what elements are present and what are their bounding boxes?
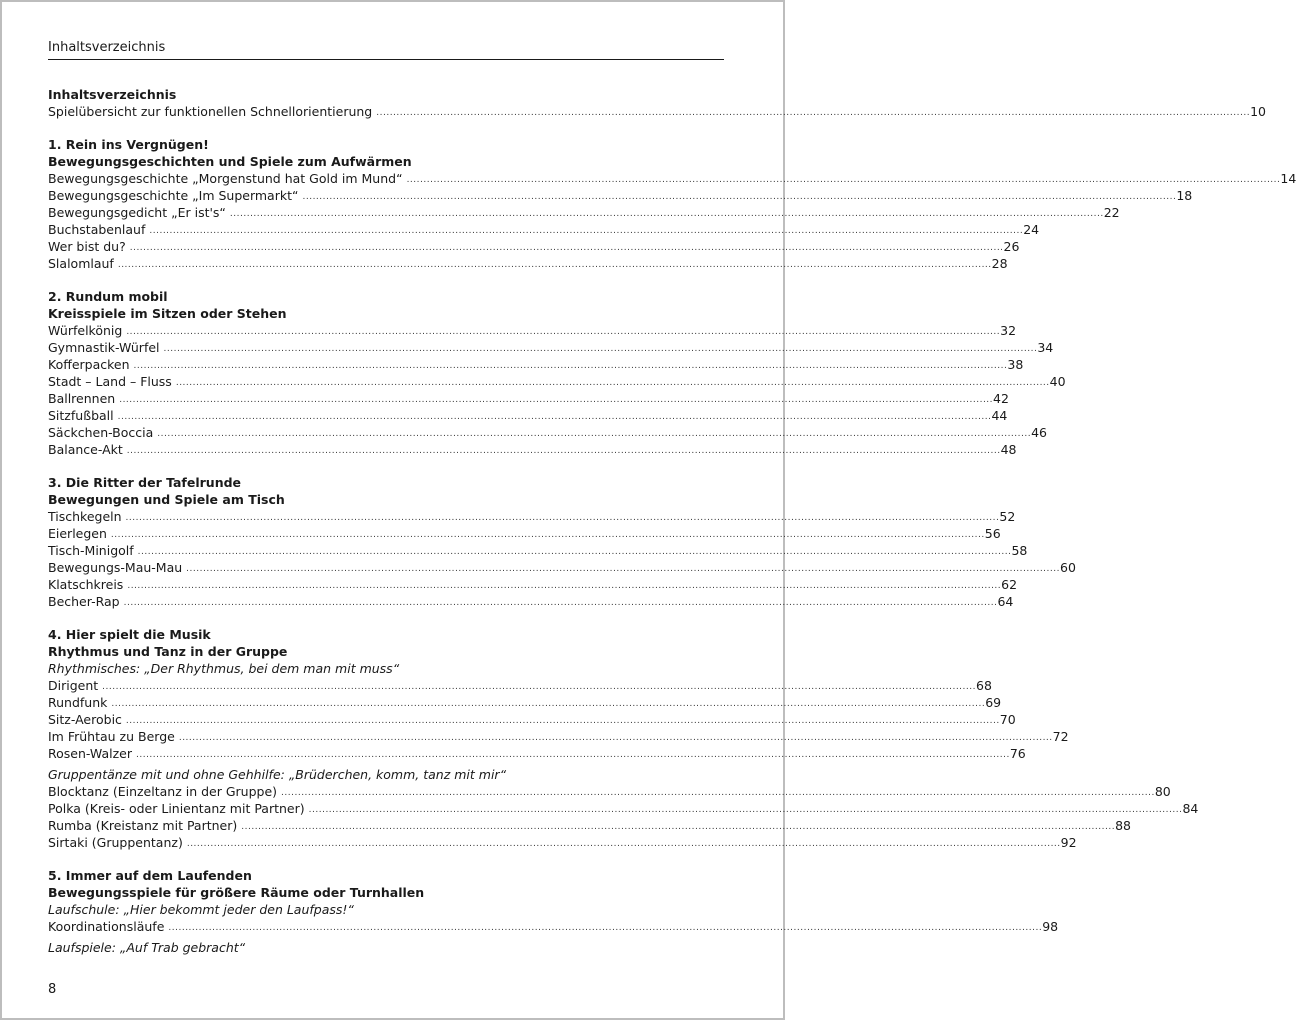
- section-subtitle: Bewegungsspiele für größere Räume oder Turnhallen: [48, 885, 425, 900]
- group-label: Laufschule: „Hier bekommt jeder den Laufpass!“: [48, 902, 354, 917]
- toc-entry-page: 58: [1011, 543, 1028, 558]
- dot-leader: ....................................................................................................................................................................................................................................................................: [149, 226, 1024, 236]
- dot-leader: ....................................................................................................................................................................................................................................................................: [126, 327, 1001, 337]
- toc-entry-page: 60: [1060, 560, 1076, 575]
- toc-entry-page: 42: [993, 391, 1009, 406]
- section-title: 5. Immer auf dem Laufenden: [48, 868, 252, 883]
- dot-leader: ....................................................................................................................................................................................................................................................................: [163, 344, 1038, 354]
- toc-entry-label: Eierlegen: [48, 526, 107, 541]
- toc-entry-page: 28: [991, 256, 1008, 271]
- toc-heading: Inhaltsverzeichnis: [48, 87, 177, 102]
- toc-entry-page: 34: [1037, 340, 1054, 355]
- toc-entry[interactable]: [48, 783, 1171, 800]
- toc-entry[interactable]: [48, 542, 1028, 559]
- toc-entry[interactable]: [48, 576, 1018, 593]
- dot-leader: ....................................................................................................................................................................................................................................................................: [123, 598, 998, 608]
- group-label: Gruppentänze mit und ohne Gehhilfe: „Brüderchen, komm, tanz mit mir“: [48, 767, 507, 782]
- toc-entry-label: Rumba (Kreistanz mit Partner): [48, 818, 238, 833]
- toc-entry-page: 38: [1007, 357, 1024, 372]
- toc-entry[interactable]: [48, 559, 1076, 576]
- toc-entry-page: 26: [1003, 239, 1020, 254]
- dot-leader: ....................................................................................................................................................................................................................................................................: [302, 192, 1177, 202]
- dot-leader: ....................................................................................................................................................................................................................................................................: [127, 581, 1002, 591]
- section-title: 4. Hier spielt die Musik: [48, 627, 211, 642]
- section-subtitle: Kreisspiele im Sitzen oder Stehen: [48, 306, 287, 321]
- toc-entry-label: Bewegungsgedicht „Er ist's“: [48, 205, 226, 220]
- dot-leader: ....................................................................................................................................................................................................................................................................: [126, 446, 1001, 456]
- group-label: Laufspiele: „Auf Trab gebracht“: [48, 940, 246, 955]
- toc-entry[interactable]: [48, 817, 1131, 834]
- toc-entry-label: Sirtaki (Gruppentanz): [48, 835, 183, 850]
- toc-entry[interactable]: [48, 593, 1014, 610]
- toc-entry[interactable]: [48, 407, 1008, 424]
- toc-entry[interactable]: [48, 508, 1016, 525]
- toc-entry-label: Rundfunk: [48, 695, 108, 710]
- toc-entry-label: Im Frühtau zu Berge: [48, 729, 175, 744]
- section-title: 2. Rundum mobil: [48, 289, 168, 304]
- dot-leader: ....................................................................................................................................................................................................................................................................: [137, 547, 1012, 557]
- toc-entry-page: 32: [1000, 323, 1017, 338]
- toc-entry-label: Polka (Kreis- oder Linientanz mit Partner): [48, 801, 305, 816]
- toc-entry[interactable]: [48, 677, 992, 694]
- group-label: Rhythmisches: „Der Rhythmus, bei dem man mit muss“: [48, 661, 400, 676]
- toc-entry[interactable]: [48, 424, 1048, 441]
- toc-entry[interactable]: [48, 525, 1001, 542]
- toc-entry[interactable]: [48, 918, 1059, 935]
- toc-entry[interactable]: [48, 221, 1040, 238]
- toc-entry-label: Säckchen-Boccia: [48, 425, 154, 440]
- section-subtitle: Bewegungsgeschichten und Spiele zum Aufwärmen: [48, 154, 412, 169]
- toc-entry[interactable]: [48, 834, 1077, 851]
- toc-entry-label: Tisch-Minigolf: [48, 543, 134, 558]
- toc-entry-page: 69: [985, 695, 1002, 710]
- toc-entry[interactable]: [48, 238, 1020, 255]
- toc-section: [48, 288, 1066, 458]
- toc-entry[interactable]: [48, 694, 1002, 711]
- toc-entry-label: Bewegungsgeschichte „Morgenstund hat Gold im Mund“: [48, 171, 403, 186]
- toc-entry[interactable]: [48, 373, 1066, 390]
- toc-entry-page: 88: [1115, 818, 1131, 833]
- toc-entry-label: Kofferpacken: [48, 357, 130, 372]
- toc-entry-page: 14: [1280, 171, 1296, 186]
- toc-entry-page: 72: [1052, 729, 1069, 744]
- section-title: 3. Die Ritter der Tafelrunde: [48, 475, 242, 490]
- dot-leader: ....................................................................................................................................................................................................................................................................: [281, 788, 1155, 798]
- toc-entry-label: Spielübersicht zur funktionellen Schnellorientierung: [48, 104, 373, 119]
- toc-entry-label: Koordinationsläufe: [48, 919, 165, 934]
- dot-leader: ....................................................................................................................................................................................................................................................................: [308, 805, 1183, 815]
- toc-entry[interactable]: [48, 255, 1008, 272]
- toc-entry[interactable]: [48, 322, 1017, 339]
- page-number: 8: [48, 982, 57, 997]
- dot-leader: ....................................................................................................................................................................................................................................................................: [102, 682, 976, 692]
- toc-entry-page: 44: [991, 408, 1008, 423]
- dot-leader: ....................................................................................................................................................................................................................................................................: [133, 361, 1008, 371]
- dot-leader: ....................................................................................................................................................................................................................................................................: [119, 395, 994, 405]
- dot-leader: ....................................................................................................................................................................................................................................................................: [111, 699, 986, 709]
- toc-entry[interactable]: [48, 103, 1266, 120]
- running-head: Inhaltsverzeichnis: [48, 40, 166, 55]
- toc-entry-label: Slalomlauf: [48, 256, 114, 271]
- toc-entry[interactable]: [48, 745, 1026, 762]
- toc-entry-page: 22: [1103, 205, 1120, 220]
- toc-entry-page: 40: [1049, 374, 1066, 389]
- toc-entry[interactable]: [48, 390, 1009, 407]
- toc-entry-label: Gymnastik-Würfel: [48, 340, 160, 355]
- toc-entry[interactable]: [48, 441, 1017, 458]
- toc-entry-label: Ballrennen: [48, 391, 116, 406]
- toc-entry-label: Bewegungsgeschichte „Im Supermarkt“: [48, 188, 299, 203]
- toc-entry-label: Rosen-Walzer: [48, 746, 132, 761]
- section-title: 1. Rein ins Vergnügen!: [48, 137, 209, 152]
- toc-entry[interactable]: [48, 800, 1199, 817]
- toc-entry-label: Bewegungs-Mau-Mau: [48, 560, 183, 575]
- toc-entry-page: 52: [999, 509, 1016, 524]
- toc-entry[interactable]: [48, 204, 1120, 221]
- toc-entry-label: Becher-Rap: [48, 594, 120, 609]
- toc-entry-label: Würfelkönig: [48, 323, 123, 338]
- toc-entry-label: Wer bist du?: [48, 239, 126, 254]
- toc-entry-page: 56: [984, 526, 1001, 541]
- toc-entry-page: 48: [1000, 442, 1017, 457]
- toc-entry[interactable]: [48, 187, 1193, 204]
- toc-entry-page: 98: [1042, 919, 1059, 934]
- dot-leader: ....................................................................................................................................................................................................................................................................: [117, 412, 992, 422]
- toc-entry-page: 18: [1176, 188, 1193, 203]
- toc-section: [48, 136, 1296, 272]
- toc-entry[interactable]: [48, 170, 1296, 187]
- toc-intro: [48, 86, 1266, 120]
- dot-leader: ....................................................................................................................................................................................................................................................................: [125, 716, 1000, 726]
- dot-leader: ....................................................................................................................................................................................................................................................................: [168, 923, 1043, 933]
- dot-leader: ....................................................................................................................................................................................................................................................................: [229, 209, 1104, 219]
- section-subtitle: Bewegungen und Spiele am Tisch: [48, 492, 285, 507]
- dot-leader: ....................................................................................................................................................................................................................................................................: [117, 260, 992, 270]
- dot-leader: ....................................................................................................................................................................................................................................................................: [406, 175, 1281, 185]
- toc-entry-label: Sitz-Aerobic: [48, 712, 122, 727]
- toc-entry-label: Sitzfußball: [48, 408, 114, 423]
- table-of-contents: [48, 86, 1296, 956]
- toc-sections: [48, 136, 1296, 956]
- dot-leader: ....................................................................................................................................................................................................................................................................: [175, 378, 1050, 388]
- dot-leader: ....................................................................................................................................................................................................................................................................: [178, 733, 1053, 743]
- dot-leader: ....................................................................................................................................................................................................................................................................: [186, 839, 1061, 849]
- toc-entry[interactable]: [48, 356, 1024, 373]
- dot-leader: ....................................................................................................................................................................................................................................................................: [186, 564, 1060, 574]
- toc-entry-page: 80: [1154, 784, 1171, 799]
- dot-leader: ....................................................................................................................................................................................................................................................................: [241, 822, 1116, 832]
- toc-entry-page: 70: [999, 712, 1016, 727]
- toc-section: [48, 867, 1059, 956]
- header-rule: [48, 59, 724, 60]
- toc-entry-label: Stadt – Land – Fluss: [48, 374, 172, 389]
- toc-entry-label: Blocktanz (Einzeltanz in der Gruppe): [48, 784, 278, 799]
- toc-section: [48, 626, 1199, 851]
- toc-entry-label: Klatschkreis: [48, 577, 124, 592]
- toc-entry-label: Balance-Akt: [48, 442, 123, 457]
- dot-leader: ....................................................................................................................................................................................................................................................................: [110, 530, 985, 540]
- toc-entry-page: 92: [1060, 835, 1077, 850]
- toc-entry-page: 10: [1250, 104, 1266, 119]
- dot-leader: ....................................................................................................................................................................................................................................................................: [376, 108, 1251, 118]
- toc-entry-label: Tischkegeln: [48, 509, 122, 524]
- toc-entry-page: 64: [997, 594, 1014, 609]
- dot-leader: ....................................................................................................................................................................................................................................................................: [135, 750, 1010, 760]
- section-subtitle: Rhythmus und Tanz in der Gruppe: [48, 644, 288, 659]
- dot-leader: ....................................................................................................................................................................................................................................................................: [125, 513, 1000, 523]
- toc-entry-label: Dirigent: [48, 678, 99, 693]
- dot-leader: ....................................................................................................................................................................................................................................................................: [157, 429, 1032, 439]
- toc-entry-page: 84: [1182, 801, 1199, 816]
- dot-leader: ....................................................................................................................................................................................................................................................................: [129, 243, 1004, 253]
- toc-entry-page: 46: [1031, 425, 1048, 440]
- toc-entry[interactable]: [48, 711, 1016, 728]
- toc-entry[interactable]: [48, 728, 1069, 745]
- toc-entry-page: 62: [1001, 577, 1018, 592]
- toc-entry-page: 76: [1009, 746, 1026, 761]
- toc-entry-page: 24: [1023, 222, 1040, 237]
- toc-section: [48, 474, 1076, 610]
- toc-entry[interactable]: [48, 339, 1054, 356]
- toc-entry-page: 68: [976, 678, 992, 693]
- toc-entry-label: Buchstabenlauf: [48, 222, 146, 237]
